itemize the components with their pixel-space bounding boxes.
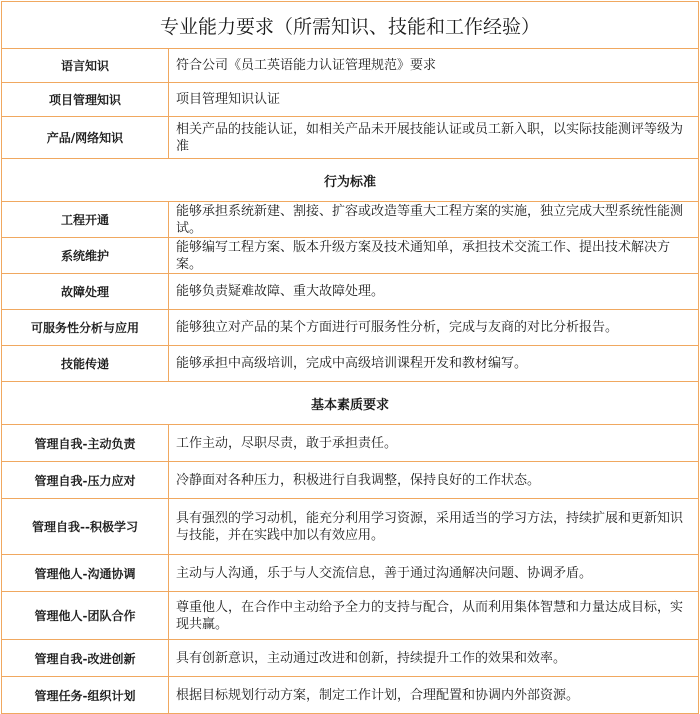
- table-row: [2, 310, 699, 346]
- table-row: [2, 425, 699, 462]
- table-row: [2, 499, 699, 555]
- row-description: 能够独立对产品的某个方面进行可服务性分析，完成与友商的对比分析报告。: [169, 310, 699, 346]
- row-label: 管理任务-组织计划: [2, 677, 169, 714]
- table-row: [2, 83, 699, 117]
- row-description: 能够承担中高级培训，完成中高级培训课程开发和教材编写。: [169, 346, 699, 382]
- row-label: 管理自我--积极学习: [2, 499, 169, 555]
- row-label: 系统维护: [2, 238, 169, 274]
- row-description: 能够承担系统新建、割接、扩容或改造等重大工程方案的实施，独立完成大型系统性能测试。: [169, 202, 699, 238]
- section-row: [2, 382, 699, 425]
- row-label: 技能传递: [2, 346, 169, 382]
- section-heading-behavior: 行为标准: [2, 159, 699, 202]
- row-label: 管理自我-压力应对: [2, 462, 169, 499]
- row-description: 主动与人沟通，乐于与人交流信息，善于通过沟通解决问题、协调矛盾。: [169, 555, 699, 592]
- row-label: 管理自我-改进创新: [2, 640, 169, 677]
- table-row: [2, 640, 699, 677]
- row-description: 能够编写工程方案、版本升级方案及技术通知单，承担技术交流工作、提出技术解决方案。: [169, 238, 699, 274]
- row-label: 故障处理: [2, 274, 169, 310]
- table-row: [2, 555, 699, 592]
- table-row: [2, 117, 699, 159]
- section-heading-quality: 基本素质要求: [2, 382, 699, 425]
- row-description: 具有强烈的学习动机，能充分利用学习资源，采用适当的学习方法，持续扩展和更新知识与技能，并在实践中加以有效应用。: [169, 499, 699, 555]
- row-description: 工作主动，尽职尽责，敢于承担责任。: [169, 425, 699, 462]
- table-row: [2, 462, 699, 499]
- row-description: 冷静面对各种压力，积极进行自我调整，保持良好的工作状态。: [169, 462, 699, 499]
- row-description: 符合公司《员工英语能力认证管理规范》要求: [169, 49, 699, 83]
- row-label: 项目管理知识: [2, 83, 169, 117]
- table-row: [2, 49, 699, 83]
- page-title: 专业能力要求（所需知识、技能和工作经验）: [2, 2, 699, 49]
- row-label: 语言知识: [2, 49, 169, 83]
- row-description: 根据目标规划行动方案，制定工作计划，合理配置和协调内外部资源。: [169, 677, 699, 714]
- row-description: 能够负责疑难故障、重大故障处理。: [169, 274, 699, 310]
- row-label: 管理他人-团队合作: [2, 592, 169, 640]
- title-row: [2, 2, 699, 49]
- section-row: [2, 159, 699, 202]
- row-label: 工程开通: [2, 202, 169, 238]
- row-label: 可服务性分析与应用: [2, 310, 169, 346]
- table-row: [2, 238, 699, 274]
- row-label: 管理自我-主动负责: [2, 425, 169, 462]
- table-row: [2, 346, 699, 382]
- row-description: 项目管理知识认证: [169, 83, 699, 117]
- row-description: 具有创新意识，主动通过改进和创新，持续提升工作的效果和效率。: [169, 640, 699, 677]
- row-description: 尊重他人，在合作中主动给予全力的支持与配合，从而利用集体智慧和力量达成目标，实现共赢。: [169, 592, 699, 640]
- row-label: 产品/网络知识: [2, 117, 169, 159]
- table-row: [2, 202, 699, 238]
- row-label: 管理他人-沟通协调: [2, 555, 169, 592]
- table-row: [2, 592, 699, 640]
- table-row: [2, 677, 699, 714]
- table-row: [2, 274, 699, 310]
- competency-table: [1, 1, 699, 714]
- row-description: 相关产品的技能认证，如相关产品未开展技能认证或员工新入职，以实际技能测评等级为准: [169, 117, 699, 159]
